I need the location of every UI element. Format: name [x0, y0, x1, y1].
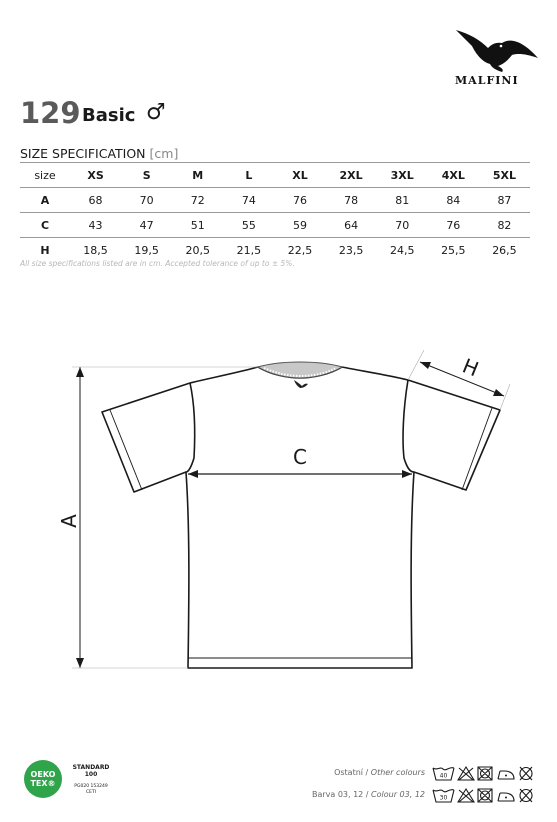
header-cell: 2XL: [326, 163, 377, 188]
header-cell: 4XL: [428, 163, 479, 188]
oeko-logo-line1: OEKO: [30, 770, 56, 779]
table-cell: 76: [428, 213, 479, 238]
no-bleach-icon: [458, 767, 474, 780]
size-spec-title: [20, 146, 178, 161]
dimension-label-a: A: [57, 514, 81, 528]
table-cell: 64: [326, 213, 377, 238]
row-label: C: [20, 213, 70, 238]
size-spec-title-text: SIZE SPECIFICATION: [20, 146, 146, 161]
colour-code-label: [200, 790, 425, 799]
oeko-standard-number: 100: [84, 771, 98, 778]
table-row: [20, 213, 530, 238]
brand-logo-text: MALFINI: [455, 74, 519, 87]
table-cell: 72: [172, 188, 223, 213]
table-cell: 21,5: [236, 243, 262, 257]
colour-code-en: Colour 03, 12: [371, 790, 425, 799]
table-cell: 25,5: [441, 243, 466, 257]
size-table: [20, 162, 530, 262]
table-cell: 84: [428, 188, 479, 213]
size-table-header: [20, 163, 530, 188]
header-cell: M: [172, 163, 223, 188]
table-cell: 18,5: [83, 243, 108, 257]
table-cell: 19,5: [134, 243, 159, 257]
tolerance-note: All size specifications listed are in cm. Accepted tolerance of up to ± 5%.: [20, 259, 295, 268]
table-cell: 26,5: [492, 243, 517, 257]
row-label: A: [20, 188, 70, 213]
table-cell: 70: [377, 213, 428, 238]
wash-temperature-other: 40: [439, 772, 448, 780]
header-cell: 5XL: [479, 163, 530, 188]
table-cell: 76: [274, 188, 325, 213]
table-cell: 20,5: [185, 243, 211, 257]
eagle-logo-icon: [452, 24, 542, 74]
oeko-standard: [66, 764, 116, 778]
table-cell: 43: [70, 213, 121, 238]
table-cell: 22,5: [287, 243, 313, 257]
table-row: [20, 188, 530, 213]
oeko-certificate-code: PG020 153249: [74, 784, 108, 789]
table-cell: 59: [274, 213, 325, 238]
no-tumble-dry-icon: [478, 767, 492, 780]
header-cell: 3XL: [377, 163, 428, 188]
care-symbols-other: [432, 764, 542, 782]
header-cell: XL: [274, 163, 325, 188]
product-name: Basic: [82, 105, 136, 126]
other-colours-label: [200, 768, 425, 777]
table-cell: 23,5: [338, 243, 364, 257]
oeko-certificate: [66, 784, 116, 795]
table-cell: 70: [121, 188, 172, 213]
table-cell: 51: [172, 213, 223, 238]
male-symbol-icon: ♂: [146, 100, 166, 125]
wash-temperature-colour: 30: [439, 794, 448, 802]
header-cell: size: [20, 163, 70, 188]
table-cell: 81: [377, 188, 428, 213]
no-dry-clean-icon: [520, 767, 532, 780]
other-colours-cz: Ostatní /: [334, 768, 371, 777]
table-cell: 68: [70, 188, 121, 213]
oeko-tex-logo: [24, 760, 62, 798]
header-cell: L: [223, 163, 274, 188]
header-cell: XS: [70, 163, 121, 188]
tshirt-measurement-diagram: [50, 340, 530, 680]
size-spec-unit: [cm]: [149, 146, 179, 161]
dimension-label-h: H: [459, 353, 483, 382]
table-cell: 82: [479, 213, 530, 238]
table-cell: 87: [479, 188, 530, 213]
table-cell: 47: [121, 213, 172, 238]
table-cell: 24,5: [389, 243, 415, 257]
other-colours-en: Other colours: [370, 768, 425, 777]
no-dry-clean-icon: [520, 789, 532, 802]
product-number: 129: [20, 96, 81, 130]
table-cell: 74: [223, 188, 274, 213]
no-tumble-dry-icon: [478, 789, 492, 802]
oeko-logo-line2: TEX®: [30, 779, 56, 788]
oeko-standard-label: STANDARD: [72, 764, 110, 771]
colour-code-cz: Barva 03, 12 /: [311, 790, 372, 799]
care-symbols-colour: [432, 786, 542, 804]
neck-label-eagle-icon: [294, 380, 308, 388]
dimension-label-c: C: [293, 445, 307, 469]
table-cell: 78: [326, 188, 377, 213]
table-cell: 55: [223, 213, 274, 238]
no-bleach-icon: [458, 789, 474, 802]
header-cell: S: [121, 163, 172, 188]
row-label: H: [40, 243, 50, 257]
oeko-institute: CETI: [85, 789, 97, 795]
tshirt-outline: [102, 367, 500, 668]
